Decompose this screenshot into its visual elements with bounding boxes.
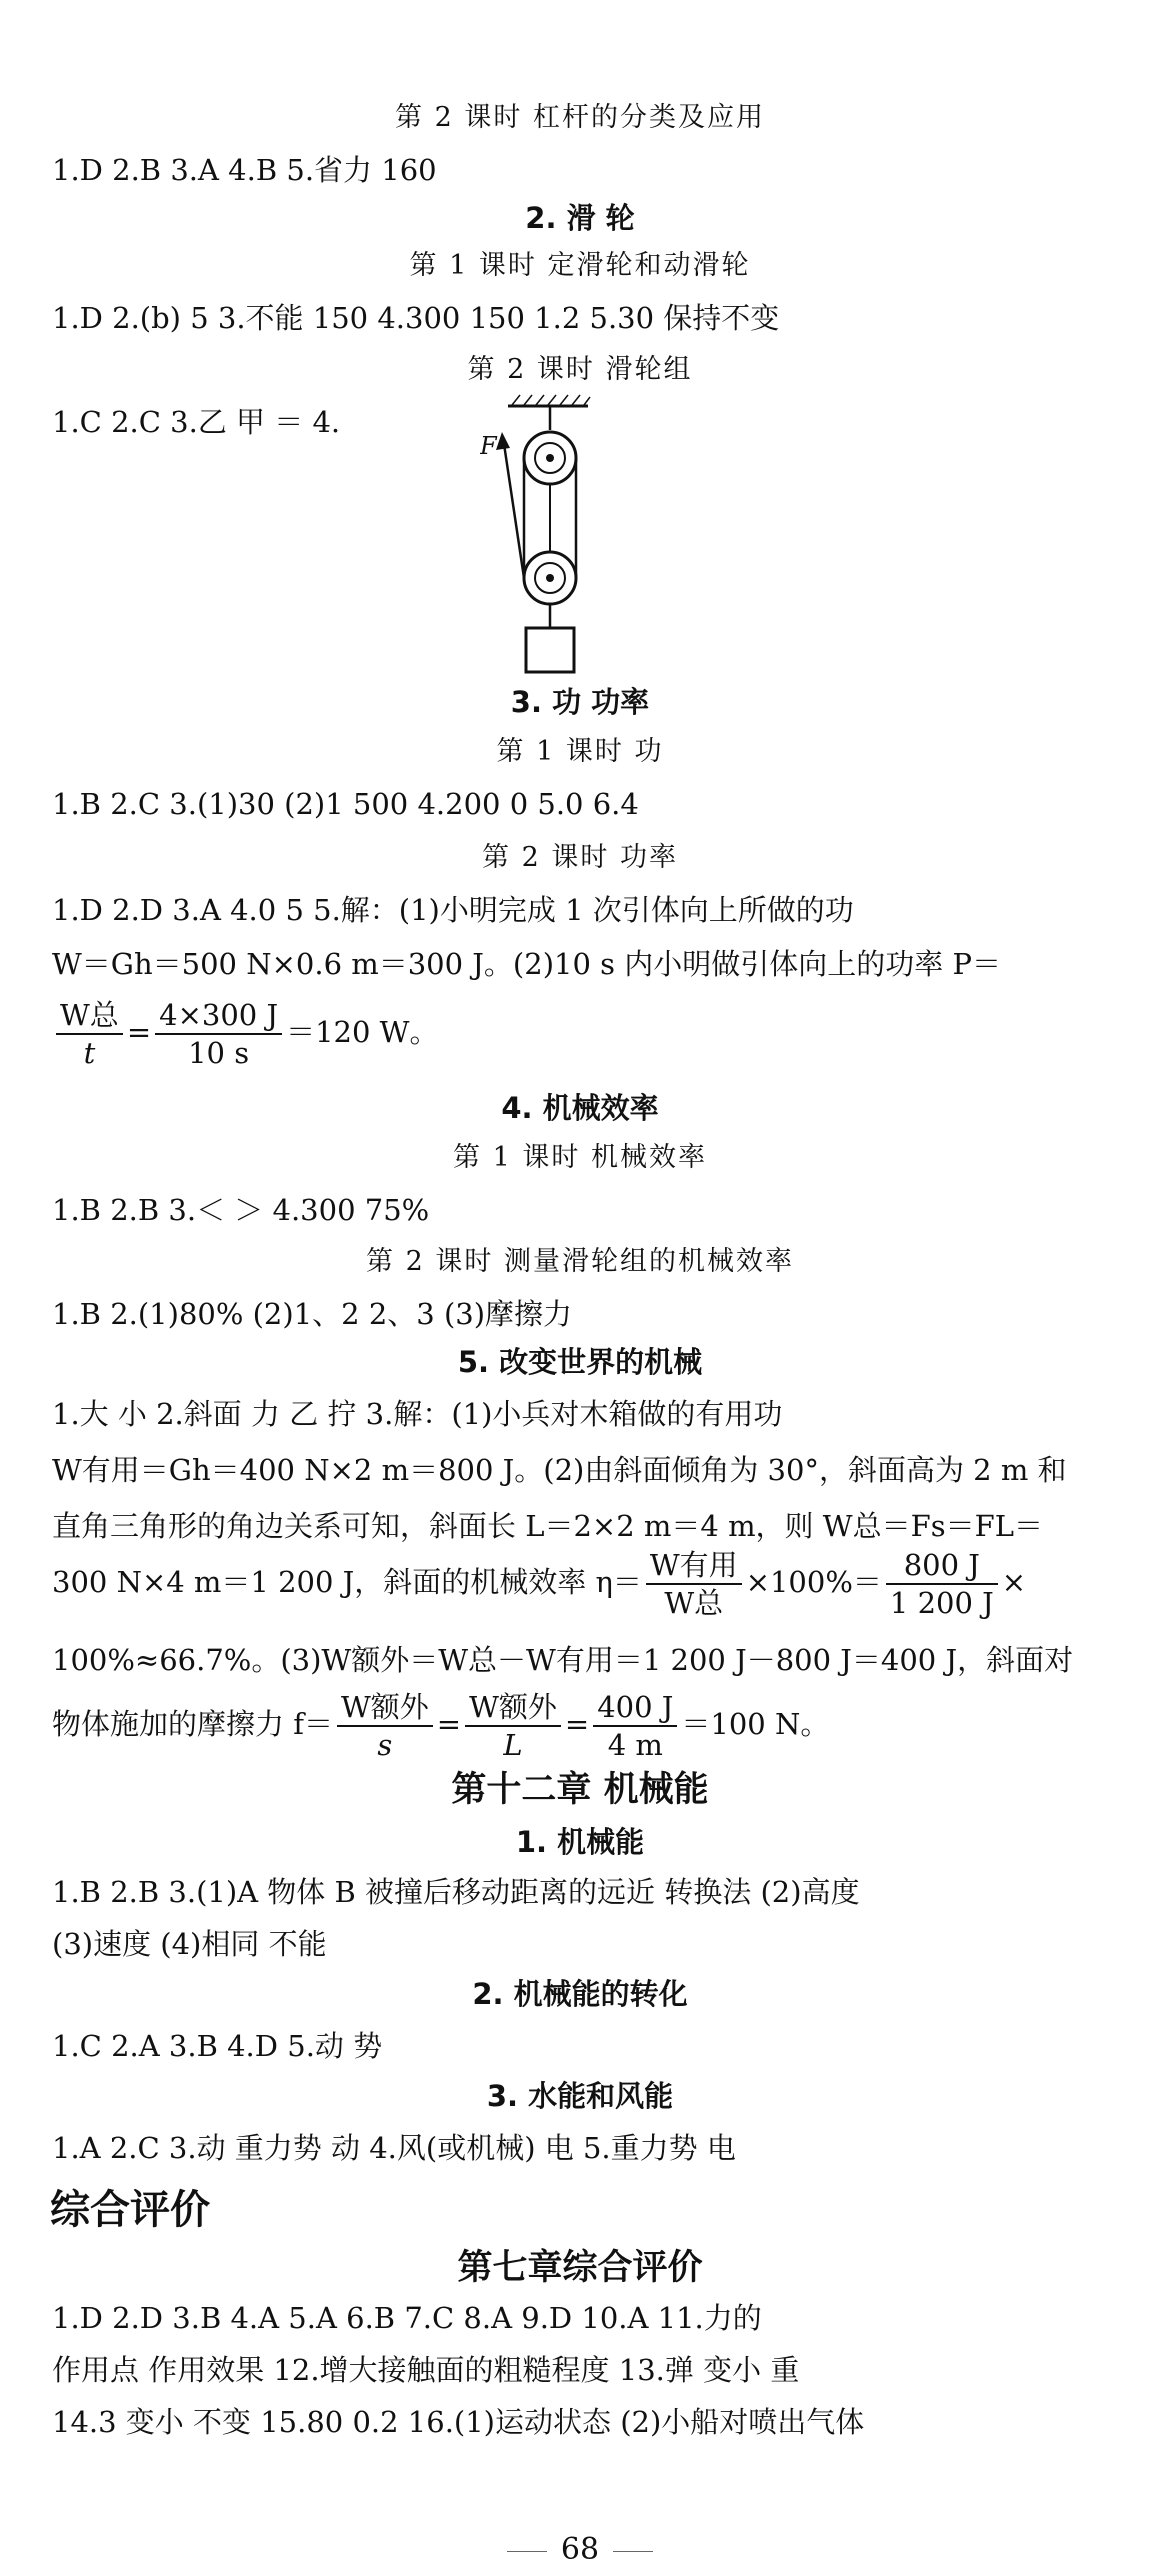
chapter-heading: 第七章综合评价 — [457, 2248, 703, 2288]
fraction — [56, 997, 123, 1071]
answer-line: 100%≈66.7%。(3)W额外＝W总－W有用＝1 200 J－800 J＝400 J，斜面对 — [52, 1643, 1074, 1677]
fraction-denominator: W总 — [664, 1586, 724, 1620]
fraction — [646, 1547, 742, 1621]
fraction — [886, 1547, 998, 1621]
footer-dash-right — [613, 2551, 653, 2552]
footer-dash-left — [507, 2551, 547, 2552]
answer-line: 1.B 2.B 3.＜ ＞ 4.300 75% — [52, 1193, 430, 1227]
lesson-heading: 第 2 课时 测量滑轮组的机械效率 — [366, 1246, 794, 1277]
section-heading: 2. 机械能的转化 — [472, 1977, 688, 2011]
fraction-denominator: 10 s — [188, 1036, 250, 1070]
fraction-numerator: W额外 — [465, 1689, 561, 1727]
part-heading: 综合评价 — [50, 2187, 210, 2233]
fraction-numerator: 4×300 J — [155, 997, 282, 1035]
answer-line: W有用＝Gh＝400 N×2 m＝800 J。(2)由斜面倾角为 30°，斜面高为 2 m 和 — [52, 1453, 1067, 1487]
fraction-numerator: 400 J — [593, 1689, 677, 1727]
answer-formula-line — [52, 1542, 1124, 1622]
answer-line: 1.大 小 2.斜面 力 乙 拧 3.解：(1)小兵对木箱做的有用功 — [52, 1397, 783, 1431]
answer-formula-line: 物体施加的摩擦力 f＝ $\frac{\text{W额外}}{s}$ = $\frac{\text{W额外}}{L}$ = $\frac{400 J}{4 m}$ ＝100 N。 — [52, 1690, 830, 1762]
section-heading: 3. 水能和风能 — [486, 2079, 674, 2113]
answer-line: 14.3 变小 不变 15.80 0.2 16.(1)运动状态 (2)小船对喷出气体 — [52, 2405, 865, 2439]
formula-prefix: 300 N×4 m＝1 200 J，斜面的机械效率 η＝ — [52, 1565, 642, 1599]
lesson-heading: 第 2 课时 功率 — [482, 842, 678, 873]
answer-line: 1.C 2.C 3.乙 甲 ＝ 4. — [52, 405, 341, 439]
fraction-numerator: W有用 — [646, 1547, 742, 1585]
section-heading: 1. 机械能 — [515, 1825, 645, 1859]
pulley-system-figure — [480, 392, 620, 682]
force-arrow-head — [496, 432, 510, 450]
moving-pulley-axle — [546, 574, 554, 582]
fraction-denominator: 1 200 J — [889, 1586, 994, 1620]
load-block — [526, 628, 574, 672]
section-heading: 3. 功 功率 — [510, 685, 650, 719]
page-number: 68 — [560, 2532, 600, 2567]
fraction — [155, 997, 282, 1071]
fraction-denominator: s — [377, 1728, 393, 1762]
fraction-numerator: W总 — [56, 997, 123, 1035]
formula-result: ＝120 W。 — [286, 1015, 439, 1049]
answer-line: 1.C 2.A 3.B 4.D 5.动 势 — [52, 2029, 383, 2063]
pulling-rope — [504, 444, 524, 578]
answer-line: 1.D 2.D 3.B 4.A 5.A 6.B 7.C 8.A 9.D 10.A 11.力的 — [52, 2301, 762, 2335]
force-label: F — [480, 432, 497, 460]
formula-text: × — [1001, 1565, 1027, 1599]
answer-line: 1.B 2.B 3.(1)A 物体 B 被撞后移动距离的远近 转换法 (2)高度 — [52, 1875, 860, 1909]
fraction — [593, 1689, 677, 1763]
answer-line: 直角三角形的角边关系可知，斜面长 L＝2×2 m＝4 m，则 W总＝Fs＝FL＝ — [52, 1509, 1043, 1543]
answer-line: 1.D 2.D 3.A 4.0 5 5.解：(1)小明完成 1 次引体向上所做的功 — [52, 893, 854, 927]
formula-prefix: 物体施加的摩擦力 f＝ — [52, 1707, 333, 1741]
lesson-heading: 第 1 课时 功 — [496, 736, 664, 767]
answer-line: 1.D 2.B 3.A 4.B 5.省力 160 — [52, 153, 437, 187]
fraction — [465, 1689, 561, 1763]
answer-formula-line: $\frac{\text{W总}}{t}$ = $\frac{4\times 300 J}{10 s}$ ＝120 W。 — [52, 992, 1124, 1072]
section-heading: 4. 机械效率 — [501, 1091, 659, 1125]
chapter-heading: 第十二章 机械能 — [451, 1770, 709, 1810]
fraction-numerator: 800 J — [886, 1547, 998, 1585]
answer-line: 1.B 2.(1)80% (2)1、2 2、3 (3)摩擦力 — [52, 1297, 573, 1331]
lesson-heading: 第 1 课时 机械效率 — [453, 1142, 707, 1173]
formula-result: ＝100 N。 — [681, 1707, 830, 1741]
answer-line: 1.B 2.C 3.(1)30 (2)1 500 4.200 0 5.0 6.4 — [52, 787, 639, 821]
ceiling-hatch — [512, 395, 590, 405]
answer-line: (3)速度 (4)相同 不能 — [52, 1927, 327, 1961]
fraction-denominator: 4 m — [607, 1728, 663, 1762]
answer-line: 作用点 作用效果 12.增大接触面的粗糙程度 13.弹 变小 重 — [52, 2353, 800, 2387]
answer-line: 1.A 2.C 3.动 重力势 动 4.风(或机械) 电 5.重力势 电 — [52, 2131, 736, 2165]
formula-text: ×100%＝ — [745, 1565, 882, 1599]
fraction-denominator: L — [503, 1728, 523, 1762]
fraction — [337, 1689, 433, 1763]
section-heading: 2. 滑 轮 — [525, 201, 635, 235]
fixed-pulley-axle — [546, 454, 554, 462]
page-footer — [0, 2530, 1160, 2570]
lesson-heading: 第 1 课时 定滑轮和动滑轮 — [409, 250, 751, 281]
lesson-heading: 第 2 课时 滑轮组 — [467, 354, 693, 385]
answer-line: 1.D 2.(b) 5 3.不能 150 4.300 150 1.2 5.30 保持不变 — [52, 301, 780, 335]
section-heading: 5. 改变世界的机械 — [457, 1345, 703, 1379]
answer-line: W＝Gh＝500 N×0.6 m＝300 J。(2)10 s 内小明做引体向上的功率 P＝ — [52, 947, 1001, 981]
fraction-denominator: t — [83, 1036, 96, 1070]
lesson-heading: 第 2 课时 杠杆的分类及应用 — [395, 102, 765, 133]
fraction-numerator: W额外 — [337, 1689, 433, 1727]
